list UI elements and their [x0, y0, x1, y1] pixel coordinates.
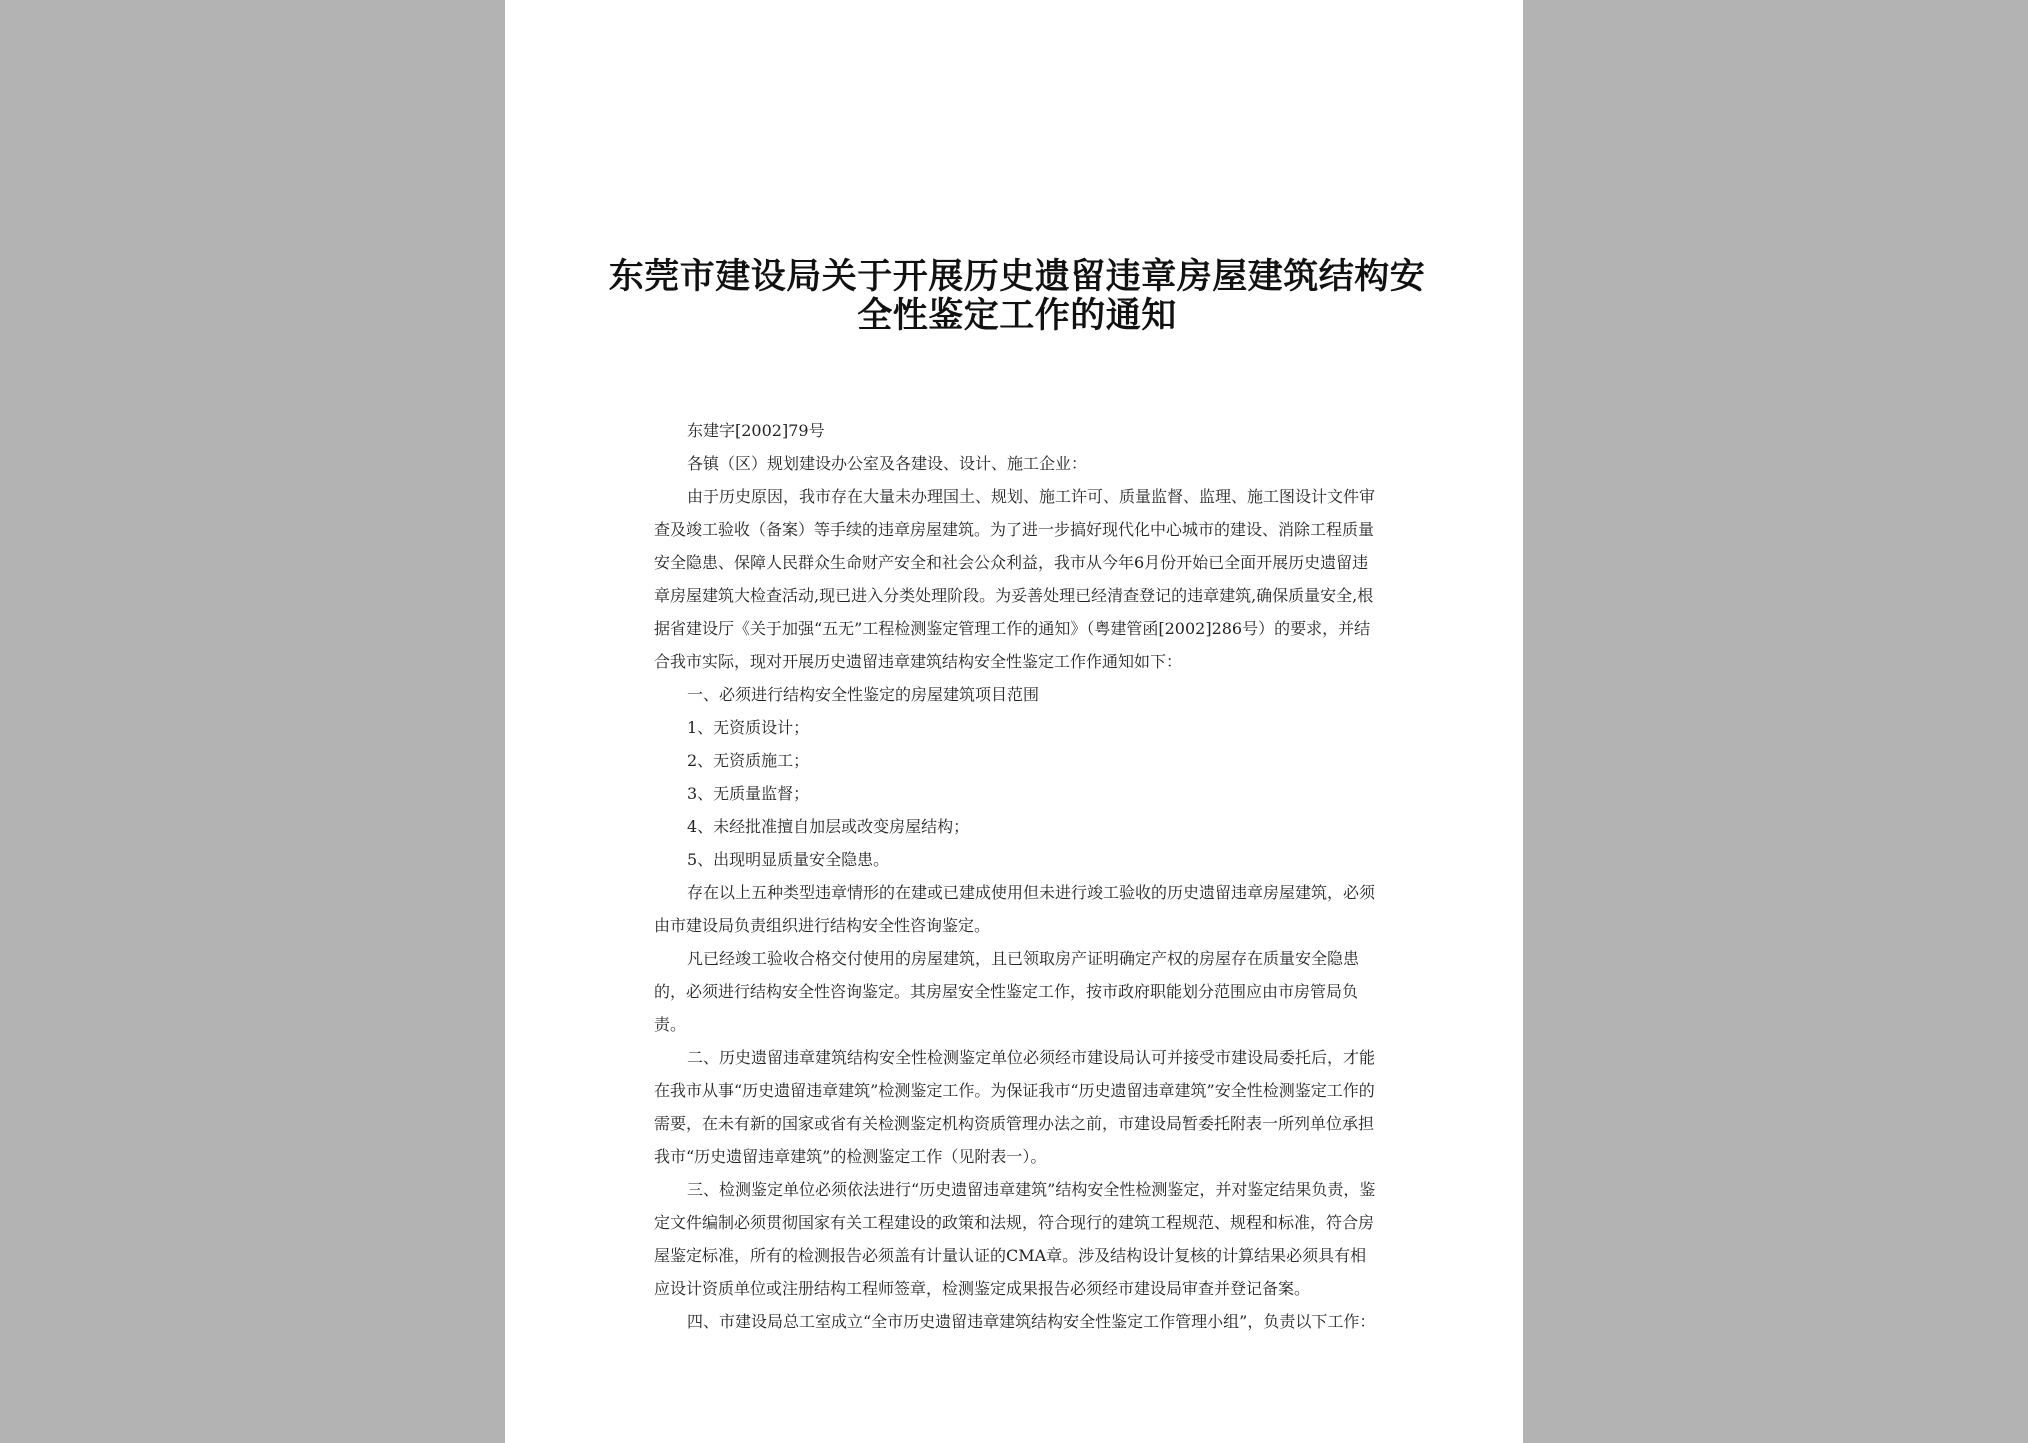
title-line-2: 全性鉴定工作的通知	[857, 296, 1177, 336]
section-2-paragraph: 二、历史遗留违章建筑结构安全性检测鉴定单位必须经市建设局认可并接受市建设局委托后，才能在我市从事“历史遗留违章建筑”检测鉴定工作。为保证我市“历史遗留违章建筑”安全性检测鉴定工作的需要，在未有新的国家或省有关检测鉴定机构资质管理办法之前，市建设局暂委托附表一所列单位承担我市“历史遗留违章建筑”的检测鉴定工作（见附表一）。	[654, 1048, 1376, 1166]
recipients-line: 各镇（区）规划建设办公室及各建设、设计、施工企业：	[687, 454, 1088, 473]
section-heading-1: 一、必须进行结构安全性鉴定的房屋建筑项目范围	[687, 685, 1040, 704]
document-body	[654, 414, 1381, 1338]
section-3-paragraph: 三、检测鉴定单位必须依法进行“历史遗留违章建筑”结构安全性检测鉴定，并对鉴定结果负责，鉴定文件编制必须贯彻国家有关工程建设的政策和法规，符合现行的建筑工程规范、规程和标准，符合房屋鉴定标准，所有的检测报告必须盖有计量认证的CMA章。涉及结构设计复核的计算结果必须具有相应设计资质单位或注册结构工程师签章，检测鉴定成果报告必须经市建设局审查并登记备案。	[654, 1180, 1376, 1298]
paragraph-completed-buildings: 凡已经竣工验收合格交付使用的房屋建筑，且已领取房产证明确定产权的房屋存在质量安全隐患的，必须进行结构安全性咨询鉴定。其房屋安全性鉴定工作，按市政府职能划分范围应由市房管局负责。	[654, 949, 1360, 1034]
document-title	[590, 258, 1444, 336]
list-item-1: 1、无资质设计；	[687, 718, 810, 737]
list-item-3: 3、无质量监督；	[687, 784, 810, 803]
paragraph-scope: 存在以上五种类型违章情形的在建或已建成使用但未进行竣工验收的历史遗留违章房屋建筑，必须由市建设局负责组织进行结构安全性咨询鉴定。	[654, 883, 1376, 935]
document-number: 东建字[2002]79号	[687, 421, 825, 440]
section-4-paragraph: 四、市建设局总工室成立“全市历史遗留违章建筑结构安全性鉴定工作管理小组”，负责以下工作：	[687, 1312, 1376, 1331]
paragraph-intro: 由于历史原因，我市存在大量未办理国土、规划、施工许可、质量监督、监理、施工图设计文件审查及竣工验收（备案）等手续的违章房屋建筑。为了进一步搞好现代化中心城市的建设、消除工程质量安全隐患、保障人民群众生命财产安全和社会公众利益，我市从今年6月份开始已全面开展历史遗留违章房屋建筑大检查活动,现已进入分类处理阶段。为妥善处理已经清查登记的违章建筑,确保质量安全,根据省建设厅《关于加强“五无”工程检测鉴定管理工作的通知》（粤建管函[2002]286号）的要求，并结合我市实际，现对开展历史遗留违章建筑结构安全性鉴定工作作通知如下：	[654, 487, 1376, 671]
title-line-1: 东莞市建设局关于开展历史遗留违章房屋建筑结构安	[608, 257, 1426, 297]
list-item-5: 5、出现明显质量安全隐患。	[687, 850, 890, 869]
list-item-4: 4、未经批准擅自加层或改变房屋结构；	[687, 817, 970, 836]
document-page	[505, 0, 1523, 1443]
list-item-2: 2、无资质施工；	[687, 751, 810, 770]
